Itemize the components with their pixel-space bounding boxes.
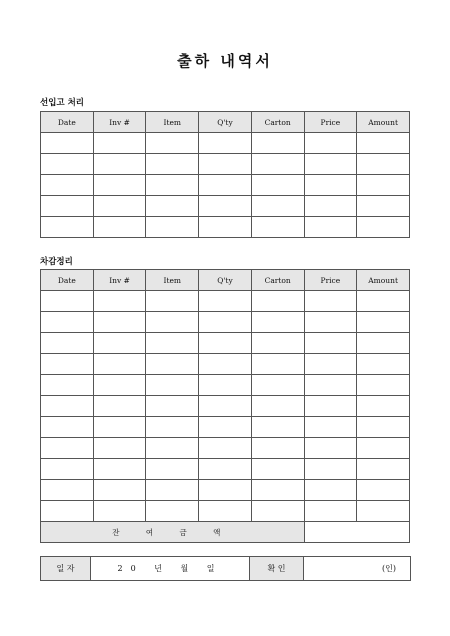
table-cell[interactable] [199,417,252,438]
col-carton: Carton [251,270,304,291]
table-cell[interactable] [304,396,357,417]
table-cell[interactable] [146,154,199,175]
col-qty: Q'ty [199,270,252,291]
page-title: 출하 내역서 [177,52,273,70]
table-cell[interactable] [41,217,94,238]
table-row [41,154,410,175]
table-cell[interactable] [146,333,199,354]
table-cell[interactable] [357,333,410,354]
col-invoice: Inv # [93,112,146,133]
table-cell[interactable] [41,291,94,312]
table-cell[interactable] [357,417,410,438]
table-cell[interactable] [251,459,304,480]
table-cell[interactable] [146,438,199,459]
table-cell[interactable] [41,175,94,196]
table-cell[interactable] [304,333,357,354]
table-cell[interactable] [304,217,357,238]
table-cell[interactable] [146,459,199,480]
table-cell[interactable] [357,196,410,217]
table-cell[interactable] [146,175,199,196]
table-cell[interactable] [146,196,199,217]
table-cell[interactable] [41,501,94,522]
table-row [41,291,410,312]
table-cell[interactable] [41,196,94,217]
table-cell[interactable] [199,217,252,238]
table-cell[interactable] [251,354,304,375]
col-date: Date [41,270,94,291]
table-row [41,175,410,196]
table-cell[interactable] [357,312,410,333]
table-cell[interactable] [357,501,410,522]
pre-receipt-table [40,111,410,238]
table-cell[interactable] [357,154,410,175]
table-cell[interactable] [304,196,357,217]
table-cell[interactable] [357,175,410,196]
table-cell[interactable] [93,217,146,238]
table-cell[interactable] [41,459,94,480]
table-row [41,375,410,396]
table-cell[interactable] [304,480,357,501]
date-field[interactable]: 20 년 월 일 [91,557,250,581]
table-cell[interactable] [146,354,199,375]
table-cell[interactable] [357,133,410,154]
table-cell[interactable] [146,501,199,522]
table-cell[interactable] [199,133,252,154]
col-price: Price [304,112,357,133]
table-cell[interactable] [199,291,252,312]
col-price: Price [304,270,357,291]
deduction-table [40,269,410,543]
table-cell[interactable] [199,175,252,196]
table-cell[interactable] [199,375,252,396]
table-cell[interactable] [199,196,252,217]
table-cell[interactable] [357,438,410,459]
table-cell[interactable] [357,375,410,396]
col-invoice: Inv # [93,270,146,291]
table-cell[interactable] [251,312,304,333]
table-cell[interactable] [251,438,304,459]
table-header-row [41,112,410,133]
table-cell[interactable] [41,438,94,459]
date-label: 일 자 [41,557,91,581]
col-amount: Amount [357,112,410,133]
table-row [41,196,410,217]
table-cell[interactable] [41,133,94,154]
table-cell[interactable] [199,312,252,333]
table-cell[interactable] [357,354,410,375]
table-cell[interactable] [146,133,199,154]
table-row [41,133,410,154]
table-cell[interactable] [251,396,304,417]
table-cell[interactable] [251,291,304,312]
table-cell[interactable] [251,333,304,354]
table-cell[interactable] [199,459,252,480]
table-cell[interactable] [93,354,146,375]
table-header-row [41,270,410,291]
confirm-label: 확 인 [250,557,304,581]
table-row [41,438,410,459]
table-cell[interactable] [41,396,94,417]
table-row [41,396,410,417]
table-cell[interactable] [146,480,199,501]
section-label-deduction: 차감정리 [40,257,73,267]
table-cell[interactable] [199,438,252,459]
table-row [41,480,410,501]
table-cell[interactable] [304,501,357,522]
table-cell[interactable] [304,438,357,459]
table-cell[interactable] [41,417,94,438]
confirm-field[interactable] [304,557,411,581]
table-cell[interactable] [304,133,357,154]
table-cell[interactable] [41,480,94,501]
table-cell[interactable] [93,333,146,354]
table-cell[interactable] [304,291,357,312]
table-cell[interactable] [251,480,304,501]
table-cell[interactable] [199,333,252,354]
table-cell[interactable] [304,375,357,396]
table-cell[interactable] [304,175,357,196]
table-cell[interactable] [199,480,252,501]
balance-label: 잔 여 금 액 [41,522,305,543]
table-cell[interactable] [93,175,146,196]
table-cell[interactable] [41,312,94,333]
signoff-table [40,556,411,581]
table-cell[interactable] [251,217,304,238]
col-qty: Q'ty [199,112,252,133]
section-label-pre-receipt: 선입고 처리 [40,98,85,108]
table-row [41,459,410,480]
table-cell[interactable] [251,133,304,154]
table-cell[interactable] [357,396,410,417]
table-cell[interactable] [146,312,199,333]
table-cell[interactable] [93,133,146,154]
table-row [41,217,410,238]
table-cell[interactable] [304,312,357,333]
table-cell[interactable] [93,438,146,459]
col-carton: Carton [251,112,304,133]
table-cell[interactable] [199,396,252,417]
table-cell[interactable] [93,501,146,522]
table-cell[interactable] [251,154,304,175]
table-cell[interactable] [146,417,199,438]
table-cell[interactable] [41,154,94,175]
table-cell[interactable] [93,196,146,217]
table-cell[interactable] [251,501,304,522]
table-cell[interactable] [199,501,252,522]
table-cell[interactable] [146,291,199,312]
signoff-row [41,557,411,581]
table-cell[interactable] [93,459,146,480]
table-cell[interactable] [146,217,199,238]
table-cell[interactable] [199,354,252,375]
table-row [41,333,410,354]
table-cell[interactable] [146,396,199,417]
col-item: Item [146,112,199,133]
table-cell[interactable] [304,154,357,175]
table-cell[interactable] [304,459,357,480]
table-cell[interactable] [93,417,146,438]
table-cell[interactable] [93,312,146,333]
table-cell[interactable] [93,375,146,396]
table-cell[interactable] [251,196,304,217]
table-row [41,354,410,375]
table-cell[interactable] [357,480,410,501]
table-row [41,312,410,333]
table-cell[interactable] [251,375,304,396]
table-row [41,417,410,438]
table-cell[interactable] [41,375,94,396]
col-amount: Amount [357,270,410,291]
balance-row [41,522,410,543]
col-date: Date [41,112,94,133]
table-cell[interactable] [251,417,304,438]
table-cell[interactable] [357,217,410,238]
table-cell[interactable] [41,354,94,375]
table-cell[interactable] [357,459,410,480]
table-cell[interactable] [304,354,357,375]
table-cell[interactable] [41,333,94,354]
table-cell[interactable] [199,154,252,175]
col-item: Item [146,270,199,291]
table-cell[interactable] [146,375,199,396]
table-cell[interactable] [93,154,146,175]
table-cell[interactable] [357,291,410,312]
table-cell[interactable] [93,396,146,417]
seal-mark: (인) [382,564,396,573]
table-cell[interactable] [93,291,146,312]
table-cell[interactable] [251,175,304,196]
table-cell[interactable] [304,417,357,438]
table-row [41,501,410,522]
balance-value[interactable] [304,522,409,543]
table-cell[interactable] [93,480,146,501]
